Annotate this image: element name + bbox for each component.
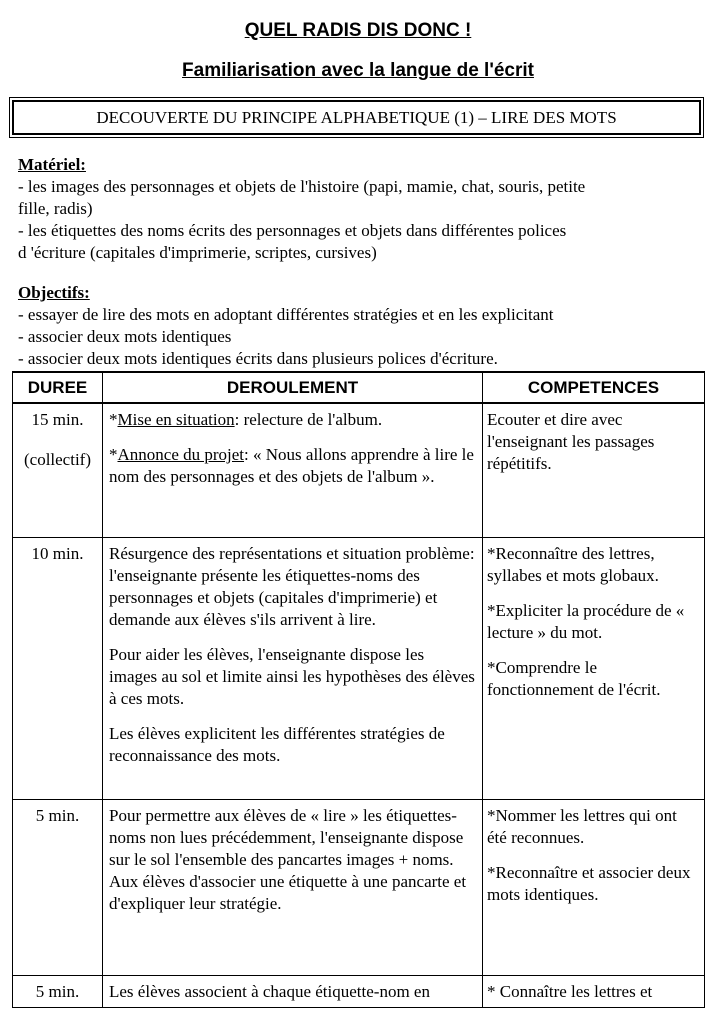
- header-deroulement: DEROULEMENT: [103, 372, 483, 403]
- session-title: DECOUVERTE DU PRINCIPE ALPHABETIQUE (1) – LIRE DES MOTS: [96, 107, 617, 127]
- deroulement-paragraph: Pour aider les élèves, l'enseignante dispose les images au sol et limite ainsi les hypothèses des élèves à ces mots.: [109, 644, 475, 708]
- materiel-line: fille, radis): [18, 199, 93, 218]
- header-duree: DUREE: [13, 372, 103, 403]
- deroulement-paragraph: Les élèves explicitent les différentes stratégies de reconnaissance des mots.: [109, 723, 445, 765]
- materiel-section: [18, 154, 698, 264]
- table-row: [13, 537, 705, 799]
- document-title: QUEL RADIS DIS DONC !: [244, 20, 472, 41]
- table-row: [13, 799, 705, 975]
- deroulement-paragraph: *Annonce du projet: « Nous allons apprendre à lire le nom des personnages et des objets de l'album ».: [109, 445, 474, 486]
- materiel-line: - les images des personnages et objets de l'histoire (papi, mamie, chat, souris, petite: [18, 177, 586, 196]
- duree-value: 15 min.: [31, 410, 84, 429]
- competence-item: * Connaître les lettres et: [487, 981, 653, 1001]
- duree-value: 10 min.: [31, 543, 84, 563]
- duree-cell: [13, 799, 103, 975]
- duree-cell: [13, 975, 103, 1007]
- objectifs-line: - associer deux mots identiques écrits dans plusieurs polices d'écriture.: [18, 349, 498, 368]
- competence-item: *Nommer les lettres qui ont été reconnues.: [487, 805, 677, 847]
- competence-item: *Reconnaître et associer deux mots identiques.: [487, 862, 691, 904]
- objectifs-section: [18, 282, 698, 370]
- deroulement-cell: [103, 799, 483, 975]
- deroulement-paragraph: Pour permettre aux élèves de « lire » les étiquettes-noms non lues précédemment, l'enseignante dispose sur le sol l'ensemble des pancartes images + noms. Aux élèves d'associer une étiquette à une pancarte et d'expliquer leur stratégie.: [109, 805, 467, 913]
- objectifs-line: - essayer de lire des mots en adoptant différentes stratégies et en les explicitant: [18, 305, 554, 324]
- competence-item: *Reconnaître des lettres, syllabes et mots globaux.: [487, 543, 659, 585]
- document-subtitle: Familiarisation avec la langue de l'écrit: [182, 60, 534, 81]
- competences-cell: [483, 403, 705, 537]
- objectifs-line: - associer deux mots identiques: [18, 327, 232, 346]
- deroulement-cell: [103, 975, 483, 1007]
- lesson-table: [12, 371, 705, 1008]
- deroulement-cell: [103, 403, 483, 537]
- deroulement-cell: [103, 537, 483, 799]
- table-row: [13, 975, 705, 1007]
- competence-item: *Expliciter la procédure de « lecture » du mot.: [487, 600, 685, 642]
- session-title-box: [12, 100, 701, 135]
- duree-value: 5 min.: [35, 981, 80, 1001]
- deroulement-paragraph: *Mise en situation: relecture de l'album.: [109, 410, 383, 429]
- duree-value: 5 min.: [35, 805, 80, 825]
- deroulement-paragraph: Résurgence des représentations et situation problème: l'enseignante présente les étiquettes-noms des personnages et objets (capitales d'imprimerie) et demande aux élèves s'ils arrivent à lire.: [109, 543, 475, 629]
- duree-mode: (collectif): [23, 450, 91, 469]
- table-header-row: [13, 372, 705, 403]
- competences-cell: [483, 537, 705, 799]
- materiel-line: d 'écriture (capitales d'imprimerie, scriptes, cursives): [18, 243, 377, 262]
- table-row: [13, 403, 705, 537]
- competences-cell: [483, 975, 705, 1007]
- step-label: Mise en situation: [117, 410, 235, 429]
- duree-cell: [13, 403, 103, 537]
- materiel-heading: Matériel:: [18, 155, 86, 174]
- step-label: Annonce du projet: [117, 445, 245, 464]
- objectifs-heading: Objectifs:: [18, 283, 90, 302]
- deroulement-paragraph: Les élèves associent à chaque étiquette-nom en: [109, 981, 430, 1001]
- competences-cell: [483, 799, 705, 975]
- competence-item: *Comprendre le fonctionnement de l'écrit.: [487, 657, 661, 699]
- materiel-line: - les étiquettes des noms écrits des personnages et objets dans différentes polices: [18, 221, 567, 240]
- competence-item: Ecouter et dire avec l'enseignant les passages répétitifs.: [487, 410, 655, 473]
- duree-cell: [13, 537, 103, 799]
- header-competences: COMPETENCES: [483, 372, 705, 403]
